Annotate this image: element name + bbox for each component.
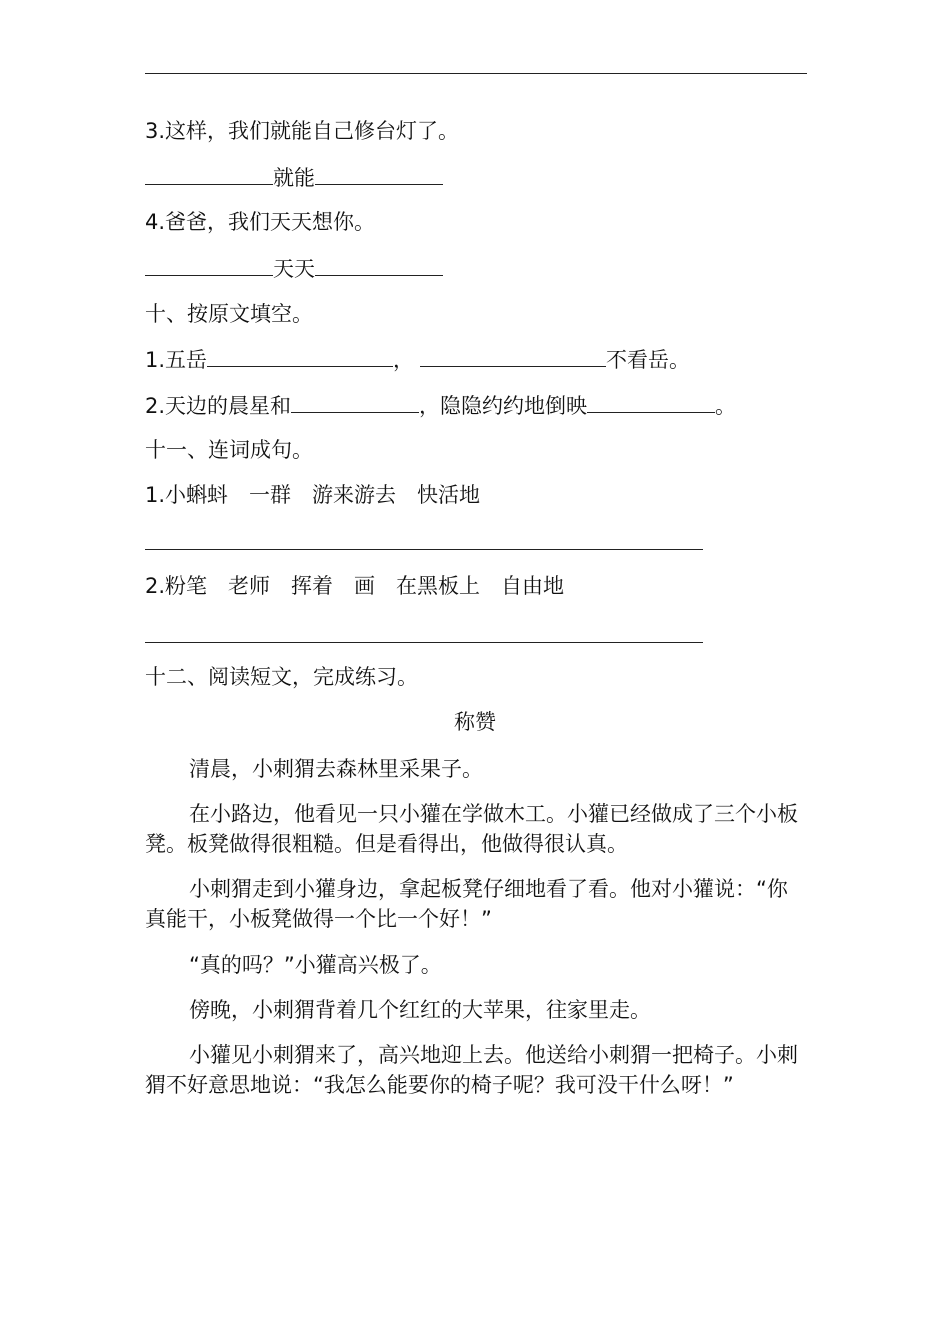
section-10-q2 [145, 390, 736, 421]
answer-blank[interactable] [145, 162, 273, 185]
story-paragraph: “真的吗？”小獾高兴极了。 [189, 953, 442, 977]
answer-blank[interactable] [291, 390, 419, 413]
answer-line[interactable] [145, 642, 703, 643]
section-10-title: 十、按原文填空。 [145, 302, 313, 326]
answer-blank[interactable] [587, 390, 715, 413]
keyword: 就能 [273, 166, 315, 190]
q2-prefix: 2.天边的晨星和 [145, 394, 292, 418]
q1-comma: ， [393, 348, 415, 372]
rewrite-q3: 3.这样，我们就能自己修台灯了。 [145, 119, 460, 143]
story-title: 称赞 [454, 710, 496, 734]
top-rule [145, 73, 807, 74]
q2-suffix: 。 [715, 394, 737, 418]
section-10-q1 [145, 344, 690, 375]
answer-blank[interactable] [315, 253, 443, 276]
answer-blank[interactable] [420, 344, 606, 367]
story-paragraph: 清晨，小刺猬去森林里采果子。 [189, 757, 483, 781]
answer-blank[interactable] [315, 162, 443, 185]
section-11-q1: 1.小蝌蚪 一群 游来游去 快活地 [145, 483, 481, 507]
section-11-title: 十一、连词成句。 [145, 438, 313, 462]
section-11-q2: 2.粉笔 老师 挥着 画 在黑板上 自由地 [145, 574, 565, 598]
rewrite-q4-answer [145, 253, 443, 284]
q1-prefix: 1.五岳 [145, 348, 208, 372]
answer-blank[interactable] [207, 344, 393, 367]
keyword: 天天 [273, 257, 315, 281]
story-paragraph: 在小路边，他看见一只小獾在学做木工。小獾已经做成了三个小板凳。板凳做得很粗糙。但是看得出，他做得很认真。 [145, 802, 798, 856]
story-paragraph: 傍晚，小刺猬背着几个红红的大苹果，往家里走。 [189, 998, 651, 1022]
rewrite-q3-answer [145, 162, 443, 193]
story-paragraph: 小獾见小刺猬来了，高兴地迎上去。他送给小刺猬一把椅子。小刺猬不好意思地说：“我怎么能要你的椅子呢？我可没干什么呀！” [145, 1043, 798, 1097]
story-paragraph: 小刺猬走到小獾身边，拿起板凳仔细地看了看。他对小獾说：“你真能干，小板凳做得一个比一个好！” [145, 877, 788, 931]
answer-line[interactable] [145, 549, 703, 550]
answer-blank[interactable] [145, 253, 273, 276]
section-12-title: 十二、阅读短文，完成练习。 [145, 665, 418, 689]
rewrite-q4: 4.爸爸，我们天天想你。 [145, 210, 376, 234]
q2-middle: ，隐隐约约地倒映 [419, 394, 588, 418]
q1-suffix: 不看岳。 [606, 348, 691, 372]
